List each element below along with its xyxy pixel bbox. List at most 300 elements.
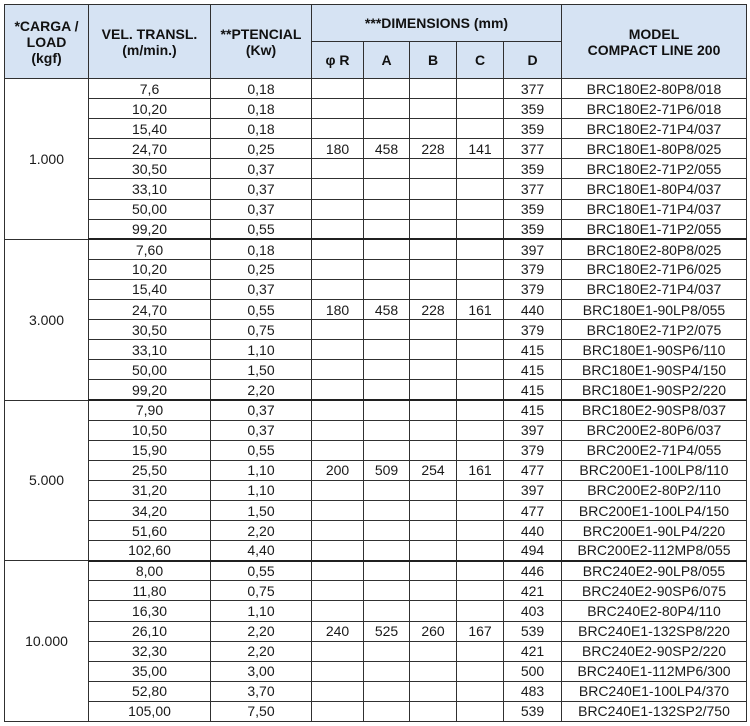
dimensions-header: ***DIMENSIONS (mm): [312, 5, 562, 42]
model-cell: BRC200E1-90LP4/220: [562, 521, 747, 541]
dim-c-cell: 167: [457, 621, 504, 641]
dim-c-cell: [457, 320, 504, 340]
dim-a-cell: [364, 681, 410, 701]
model-cell: BRC240E1-112MP6/300: [562, 661, 747, 681]
dim-d-cell: 440: [504, 521, 562, 541]
dim-d-cell: 415: [504, 340, 562, 360]
table-row: [5, 541, 747, 561]
dim-d-cell: 446: [504, 561, 562, 581]
speed-cell: 10,20: [89, 259, 211, 279]
dim-phi-r-cell: [312, 159, 364, 179]
dim-a-cell: [364, 179, 410, 199]
dim-phi-r-cell: [312, 219, 364, 239]
dim-d-header: D: [504, 42, 562, 79]
dim-a-cell: [364, 159, 410, 179]
dim-d-cell: 377: [504, 179, 562, 199]
dim-b-cell: [410, 440, 457, 460]
load-header: *CARGA / LOAD (kgf): [5, 5, 89, 79]
dim-a-cell: [364, 521, 410, 541]
power-cell: 1,10: [211, 601, 312, 621]
dim-b-cell: [410, 239, 457, 259]
dim-phi-r-cell: [312, 179, 364, 199]
dim-c-cell: [457, 500, 504, 520]
power-header: **PTENCIAL (Kw): [211, 5, 312, 79]
speed-cell: 7,60: [89, 239, 211, 259]
dim-phi-r-cell: [312, 340, 364, 360]
dim-c-cell: [457, 420, 504, 440]
speed-cell: 11,80: [89, 581, 211, 601]
dim-phi-r-cell: [312, 500, 364, 520]
model-cell: BRC180E1-80P8/025: [562, 139, 747, 159]
power-cell: 0,37: [211, 420, 312, 440]
table-row: [5, 641, 747, 661]
dim-d-cell: 379: [504, 440, 562, 460]
dim-a-cell: [364, 541, 410, 561]
dim-a-cell: [364, 420, 410, 440]
dim-c-cell: [457, 681, 504, 701]
power-cell: 4,40: [211, 541, 312, 561]
table-row: [5, 621, 747, 641]
dim-b-cell: [410, 521, 457, 541]
dim-phi-r-cell: [312, 661, 364, 681]
dim-a-cell: [364, 661, 410, 681]
dim-c-cell: [457, 661, 504, 681]
dim-phi-r-cell: [312, 581, 364, 601]
model-cell: BRC180E2-71P4/037: [562, 119, 747, 139]
dim-a-cell: [364, 480, 410, 500]
dim-b-cell: 228: [410, 139, 457, 159]
power-cell: 0,25: [211, 259, 312, 279]
model-cell: BRC240E1-132SP8/220: [562, 621, 747, 641]
dim-c-cell: 141: [457, 139, 504, 159]
dim-d-cell: 397: [504, 239, 562, 259]
power-cell: 0,25: [211, 139, 312, 159]
table-row: [5, 199, 747, 219]
model-cell: BRC180E2-71P2/055: [562, 159, 747, 179]
dim-phi-r-cell: [312, 400, 364, 420]
dim-a-cell: [364, 79, 410, 99]
load-cell: 5.000: [5, 400, 89, 561]
power-cell: 3,00: [211, 661, 312, 681]
dim-c-cell: [457, 219, 504, 239]
table-row: [5, 360, 747, 380]
table-row: [5, 300, 747, 320]
dim-a-cell: [364, 500, 410, 520]
dim-c-cell: [457, 581, 504, 601]
model-cell: BRC180E1-90LP8/055: [562, 300, 747, 320]
dim-c-cell: [457, 279, 504, 299]
dim-c-cell: 161: [457, 460, 504, 480]
dim-a-cell: [364, 199, 410, 219]
dim-c-cell: [457, 159, 504, 179]
dim-phi-r-cell: [312, 440, 364, 460]
dim-a-cell: [364, 641, 410, 661]
dim-d-cell: 494: [504, 541, 562, 561]
model-cell: BRC240E1-100LP4/370: [562, 681, 747, 701]
dim-a-cell: [364, 259, 410, 279]
table-row: [5, 259, 747, 279]
power-cell: 3,70: [211, 681, 312, 701]
table-row: [5, 480, 747, 500]
power-cell: 0,55: [211, 440, 312, 460]
dim-a-cell: [364, 119, 410, 139]
dim-a-cell: [364, 279, 410, 299]
dim-d-cell: 539: [504, 701, 562, 721]
dim-b-cell: [410, 79, 457, 99]
power-cell: 0,37: [211, 199, 312, 219]
power-cell: 2,20: [211, 641, 312, 661]
table-row: [5, 500, 747, 520]
dim-b-cell: 228: [410, 300, 457, 320]
dim-phi-r-header: φ R: [312, 42, 364, 79]
table-row: [5, 420, 747, 440]
power-cell: 0,18: [211, 239, 312, 259]
dim-d-cell: 421: [504, 581, 562, 601]
dim-c-cell: [457, 239, 504, 259]
dim-d-cell: 415: [504, 380, 562, 400]
dim-b-cell: 260: [410, 621, 457, 641]
dim-a-cell: [364, 380, 410, 400]
dim-phi-r-cell: [312, 541, 364, 561]
power-cell: 0,18: [211, 99, 312, 119]
model-cell: BRC180E1-80P4/037: [562, 179, 747, 199]
dim-a-cell: [364, 360, 410, 380]
dim-c-cell: [457, 199, 504, 219]
dim-b-cell: [410, 380, 457, 400]
table-row: [5, 79, 747, 99]
dim-d-cell: 415: [504, 400, 562, 420]
table-body: [5, 79, 747, 722]
dim-phi-r-cell: [312, 601, 364, 621]
power-cell: 2,20: [211, 380, 312, 400]
dim-c-cell: [457, 521, 504, 541]
dim-c-cell: [457, 641, 504, 661]
model-cell: BRC180E2-71P6/025: [562, 259, 747, 279]
speed-cell: 7,6: [89, 79, 211, 99]
dim-c-cell: [457, 79, 504, 99]
speed-cell: 50,00: [89, 360, 211, 380]
dim-c-cell: [457, 601, 504, 621]
power-cell: 0,18: [211, 79, 312, 99]
table-row: [5, 159, 747, 179]
table-row: [5, 581, 747, 601]
dim-b-cell: [410, 500, 457, 520]
power-cell: 2,20: [211, 621, 312, 641]
speed-cell: 16,30: [89, 601, 211, 621]
dim-phi-r-cell: [312, 79, 364, 99]
power-cell: 0,55: [211, 219, 312, 239]
dim-a-header: A: [364, 42, 410, 79]
dim-c-cell: [457, 119, 504, 139]
dim-d-cell: 539: [504, 621, 562, 641]
dim-c-cell: [457, 259, 504, 279]
dim-b-cell: [410, 561, 457, 581]
power-cell: 0,55: [211, 300, 312, 320]
dim-b-cell: [410, 420, 457, 440]
speed-cell: 26,10: [89, 621, 211, 641]
dim-c-cell: [457, 99, 504, 119]
load-cell: 10.000: [5, 561, 89, 722]
speed-cell: 105,00: [89, 701, 211, 721]
table-row: [5, 681, 747, 701]
dim-phi-r-cell: [312, 480, 364, 500]
dim-d-cell: 377: [504, 79, 562, 99]
speed-cell: 10,20: [89, 99, 211, 119]
dim-phi-r-cell: [312, 279, 364, 299]
dim-b-cell: [410, 641, 457, 661]
dim-c-cell: [457, 561, 504, 581]
speed-cell: 15,40: [89, 119, 211, 139]
speed-cell: 15,90: [89, 440, 211, 460]
speed-cell: 7,90: [89, 400, 211, 420]
model-cell: BRC240E2-90SP2/220: [562, 641, 747, 661]
model-cell: BRC240E1-132SP2/750: [562, 701, 747, 721]
table-row: [5, 661, 747, 681]
dim-b-cell: [410, 199, 457, 219]
dim-b-cell: [410, 541, 457, 561]
model-cell: BRC180E2-71P6/018: [562, 99, 747, 119]
power-cell: 0,18: [211, 119, 312, 139]
speed-cell: 33,10: [89, 340, 211, 360]
dim-b-cell: [410, 340, 457, 360]
model-cell: BRC180E2-80P8/018: [562, 79, 747, 99]
motor-spec-table: [4, 4, 747, 722]
table-row: [5, 279, 747, 299]
dim-b-cell: [410, 279, 457, 299]
dim-a-cell: [364, 219, 410, 239]
table-row: [5, 460, 747, 480]
dim-phi-r-cell: [312, 521, 364, 541]
power-cell: 1,50: [211, 500, 312, 520]
speed-cell: 35,00: [89, 661, 211, 681]
dim-phi-r-cell: [312, 239, 364, 259]
dim-a-cell: [364, 320, 410, 340]
table-row: [5, 340, 747, 360]
power-cell: 1,50: [211, 360, 312, 380]
dim-a-cell: 525: [364, 621, 410, 641]
power-cell: 7,50: [211, 701, 312, 721]
power-cell: 2,20: [211, 521, 312, 541]
speed-cell: 8,00: [89, 561, 211, 581]
dim-b-cell: [410, 99, 457, 119]
power-cell: 0,75: [211, 320, 312, 340]
dim-b-cell: [410, 701, 457, 721]
dim-d-cell: 359: [504, 159, 562, 179]
dim-phi-r-cell: [312, 360, 364, 380]
load-cell: 1.000: [5, 79, 89, 240]
dim-d-cell: 379: [504, 320, 562, 340]
speed-cell: 31,20: [89, 480, 211, 500]
dim-c-cell: [457, 400, 504, 420]
dim-d-cell: 421: [504, 641, 562, 661]
dim-phi-r-cell: [312, 561, 364, 581]
dim-a-cell: 458: [364, 139, 410, 159]
dim-c-header: C: [457, 42, 504, 79]
speed-cell: 99,20: [89, 219, 211, 239]
model-cell: BRC180E1-71P4/037: [562, 199, 747, 219]
table-row: [5, 601, 747, 621]
dim-c-cell: [457, 360, 504, 380]
dim-d-cell: 397: [504, 480, 562, 500]
power-cell: 0,37: [211, 279, 312, 299]
speed-cell: 25,50: [89, 460, 211, 480]
speed-cell: 24,70: [89, 300, 211, 320]
dim-phi-r-cell: [312, 259, 364, 279]
speed-cell: 50,00: [89, 199, 211, 219]
dim-c-cell: [457, 440, 504, 460]
dim-d-cell: 397: [504, 420, 562, 440]
dim-c-cell: 161: [457, 300, 504, 320]
model-cell: BRC180E2-71P4/037: [562, 279, 747, 299]
table-row: [5, 701, 747, 721]
dim-b-cell: [410, 581, 457, 601]
dim-d-cell: 483: [504, 681, 562, 701]
dim-c-cell: [457, 480, 504, 500]
dim-b-cell: [410, 681, 457, 701]
model-cell: BRC180E2-80P8/025: [562, 239, 747, 259]
power-cell: 1,10: [211, 460, 312, 480]
table-row: [5, 179, 747, 199]
dim-a-cell: [364, 99, 410, 119]
dim-b-cell: [410, 179, 457, 199]
model-cell: BRC200E2-80P2/110: [562, 480, 747, 500]
dim-d-cell: 403: [504, 601, 562, 621]
speed-cell: 15,40: [89, 279, 211, 299]
table-row: [5, 320, 747, 340]
power-cell: 0,55: [211, 561, 312, 581]
dim-b-cell: [410, 480, 457, 500]
speed-cell: 34,20: [89, 500, 211, 520]
dim-phi-r-cell: 180: [312, 300, 364, 320]
dim-d-cell: 440: [504, 300, 562, 320]
model-cell: BRC180E1-90SP4/150: [562, 360, 747, 380]
dim-b-cell: [410, 320, 457, 340]
dim-a-cell: [364, 581, 410, 601]
table-row: [5, 400, 747, 420]
power-cell: 1,10: [211, 340, 312, 360]
dim-a-cell: [364, 239, 410, 259]
dim-b-cell: [410, 601, 457, 621]
table-row: [5, 219, 747, 239]
dim-b-cell: 254: [410, 460, 457, 480]
dim-d-cell: 477: [504, 500, 562, 520]
power-cell: 0,37: [211, 179, 312, 199]
dim-b-cell: [410, 219, 457, 239]
model-cell: BRC200E2-71P4/055: [562, 440, 747, 460]
dim-phi-r-cell: 180: [312, 139, 364, 159]
model-cell: BRC200E2-80P6/037: [562, 420, 747, 440]
dim-a-cell: 509: [364, 460, 410, 480]
dim-b-cell: [410, 119, 457, 139]
dim-d-cell: 500: [504, 661, 562, 681]
dim-phi-r-cell: [312, 119, 364, 139]
dim-d-cell: 379: [504, 259, 562, 279]
dim-d-cell: 415: [504, 360, 562, 380]
model-cell: BRC180E1-90SP2/220: [562, 380, 747, 400]
model-cell: BRC200E1-100LP4/150: [562, 500, 747, 520]
model-cell: BRC240E2-90LP8/055: [562, 561, 747, 581]
power-cell: 1,10: [211, 480, 312, 500]
speed-cell: 30,50: [89, 159, 211, 179]
model-cell: BRC240E2-90SP6/075: [562, 581, 747, 601]
dim-a-cell: 458: [364, 300, 410, 320]
dim-d-cell: 477: [504, 460, 562, 480]
dim-c-cell: [457, 179, 504, 199]
load-cell: 3.000: [5, 239, 89, 400]
model-header: MODEL COMPACT LINE 200: [562, 5, 747, 79]
table-row: [5, 139, 747, 159]
dim-c-cell: [457, 541, 504, 561]
model-cell: BRC180E1-71P2/055: [562, 219, 747, 239]
speed-cell: 30,50: [89, 320, 211, 340]
dim-c-cell: [457, 380, 504, 400]
dim-phi-r-cell: [312, 99, 364, 119]
model-cell: BRC240E2-80P4/110: [562, 601, 747, 621]
table-row: [5, 521, 747, 541]
speed-cell: 32,30: [89, 641, 211, 661]
dim-phi-r-cell: [312, 641, 364, 661]
dim-d-cell: 359: [504, 119, 562, 139]
dim-a-cell: [364, 400, 410, 420]
dim-d-cell: 377: [504, 139, 562, 159]
power-cell: 0,37: [211, 400, 312, 420]
dim-a-cell: [364, 440, 410, 460]
speed-cell: 10,50: [89, 420, 211, 440]
table-row: [5, 561, 747, 581]
model-cell: BRC180E1-90SP6/110: [562, 340, 747, 360]
dim-phi-r-cell: [312, 420, 364, 440]
model-cell: BRC200E2-112MP8/055: [562, 541, 747, 561]
dim-a-cell: [364, 561, 410, 581]
power-cell: 0,37: [211, 159, 312, 179]
model-cell: BRC200E1-100LP8/110: [562, 460, 747, 480]
power-cell: 0,75: [211, 581, 312, 601]
dim-b-header: B: [410, 42, 457, 79]
dim-phi-r-cell: 200: [312, 460, 364, 480]
dim-b-cell: [410, 661, 457, 681]
speed-header: VEL. TRANSL. (m/min.): [89, 5, 211, 79]
table-row: [5, 440, 747, 460]
dim-d-cell: 359: [504, 99, 562, 119]
dim-b-cell: [410, 159, 457, 179]
speed-cell: 99,20: [89, 380, 211, 400]
dim-a-cell: [364, 701, 410, 721]
table-row: [5, 119, 747, 139]
speed-cell: 51,60: [89, 521, 211, 541]
dim-phi-r-cell: 240: [312, 621, 364, 641]
speed-cell: 24,70: [89, 139, 211, 159]
dim-phi-r-cell: [312, 681, 364, 701]
dim-a-cell: [364, 340, 410, 360]
speed-cell: 102,60: [89, 541, 211, 561]
dim-d-cell: 359: [504, 219, 562, 239]
dim-phi-r-cell: [312, 320, 364, 340]
dim-phi-r-cell: [312, 701, 364, 721]
dim-d-cell: 359: [504, 199, 562, 219]
speed-cell: 52,80: [89, 681, 211, 701]
dim-phi-r-cell: [312, 199, 364, 219]
model-cell: BRC180E2-90SP8/037: [562, 400, 747, 420]
dim-a-cell: [364, 601, 410, 621]
dim-c-cell: [457, 701, 504, 721]
table-row: [5, 99, 747, 119]
dim-d-cell: 379: [504, 279, 562, 299]
dim-c-cell: [457, 340, 504, 360]
table-row: [5, 239, 747, 259]
dim-b-cell: [410, 360, 457, 380]
speed-cell: 33,10: [89, 179, 211, 199]
model-cell: BRC180E2-71P2/075: [562, 320, 747, 340]
